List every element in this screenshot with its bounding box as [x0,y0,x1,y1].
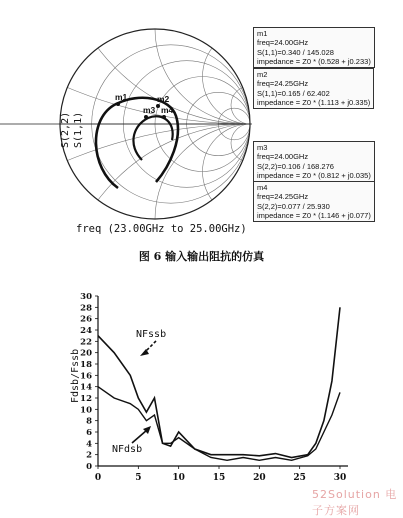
nf-xtick-label: 15 [212,473,226,483]
marker-dot-m3 [144,115,148,119]
nf-ytick-label: 28 [80,303,92,314]
smith-freq-label: freq (23.00GHz to 25.00GHz) [76,223,247,235]
nf-arrow-dsb [132,430,147,443]
marker-box-m4 [253,181,375,222]
m4-line3: S(2,2)=0.077 / 25.930 [257,201,330,211]
s22-trace [133,116,172,160]
marker-box-m2 [253,68,374,109]
nf-series-NFssb [98,307,340,457]
nf-ytick-label: 16 [80,371,92,382]
m4-line2: freq=24.25GHz [257,192,309,202]
m2-line3: S(1,1)=0.165 / 62.402 [257,88,330,98]
nf-ytick-label: 10 [80,405,92,416]
m3-line3: S(2,2)=0.106 / 168.276 [257,161,334,171]
marker-box-m3 [253,141,375,182]
watermark: 52Solution 电子方案网 [312,488,398,517]
nf-ytick-label: 30 [80,292,92,302]
nf-series-label-NFdsb: NFdsb [112,444,143,455]
m1-line1: m1 [257,29,268,38]
m3-line4: impedance = Z0 * (0.812 + j0.035) [257,170,371,180]
m4-line1: m4 [257,183,268,192]
m1-line2: freq=24.00GHz [257,38,309,48]
nf-xtick-label: 30 [333,473,347,483]
marker-box-m1 [253,27,375,68]
m2-line2: freq=24.25GHz [257,79,309,89]
nf-xtick-label: 20 [253,473,266,483]
nf-ylabel: Fdsb/Fssb [70,348,81,403]
nf-xtick-label: 25 [293,473,306,483]
nf-ytick-label: 20 [80,348,92,359]
nf-ytick-label: 8 [86,416,92,427]
nf-xtick-label: 0 [94,473,102,483]
m4-line4: impedance = Z0 * (1.146 + j0.077) [257,210,371,220]
marker-label-m3: m3 [143,105,156,115]
figure-caption: 图 6 输入输出阻抗的仿真 [138,250,265,263]
nf-ytick-label: 0 [86,462,92,472]
nf-ytick-label: 2 [86,450,92,461]
nf-ytick-label: 14 [80,382,92,393]
nf-ytick-label: 26 [80,314,92,325]
marker-dot-m4 [162,115,166,119]
nf-ytick-label: 4 [86,439,92,450]
m2-line1: m2 [257,70,268,79]
nf-ytick-label: 6 [86,428,92,438]
nf-ytick-label: 12 [80,394,92,404]
m1-line3: S(1,1)=0.340 / 145.028 [257,47,334,57]
smith-ylabel-s22: S(2,2) [60,111,71,148]
marker-dot-m1 [116,102,120,106]
marker-label-m2: m2 [157,94,170,104]
nf-xtick-label: 5 [135,473,142,483]
smith-ylabel-s11: S(1,1) [73,111,84,148]
m2-line4: impedance = Z0 * (1.113 + j0.335) [257,97,371,107]
nf-series-label-NFssb: NFssb [136,329,167,340]
m3-line1: m3 [257,143,268,152]
marker-label-m4: m4 [161,105,174,115]
marker-label-m1: m1 [115,92,128,102]
nf-xtick-label: 10 [172,473,185,483]
nf-ytick-label: 18 [80,360,92,370]
marker-dot-m2 [156,104,160,108]
m1-line4: impedance = Z0 * (0.528 + j0.233) [257,56,371,66]
m3-line2: freq=24.00GHz [257,152,309,162]
nf-ytick-label: 22 [80,337,92,348]
nf-ytick-label: 24 [80,326,92,336]
